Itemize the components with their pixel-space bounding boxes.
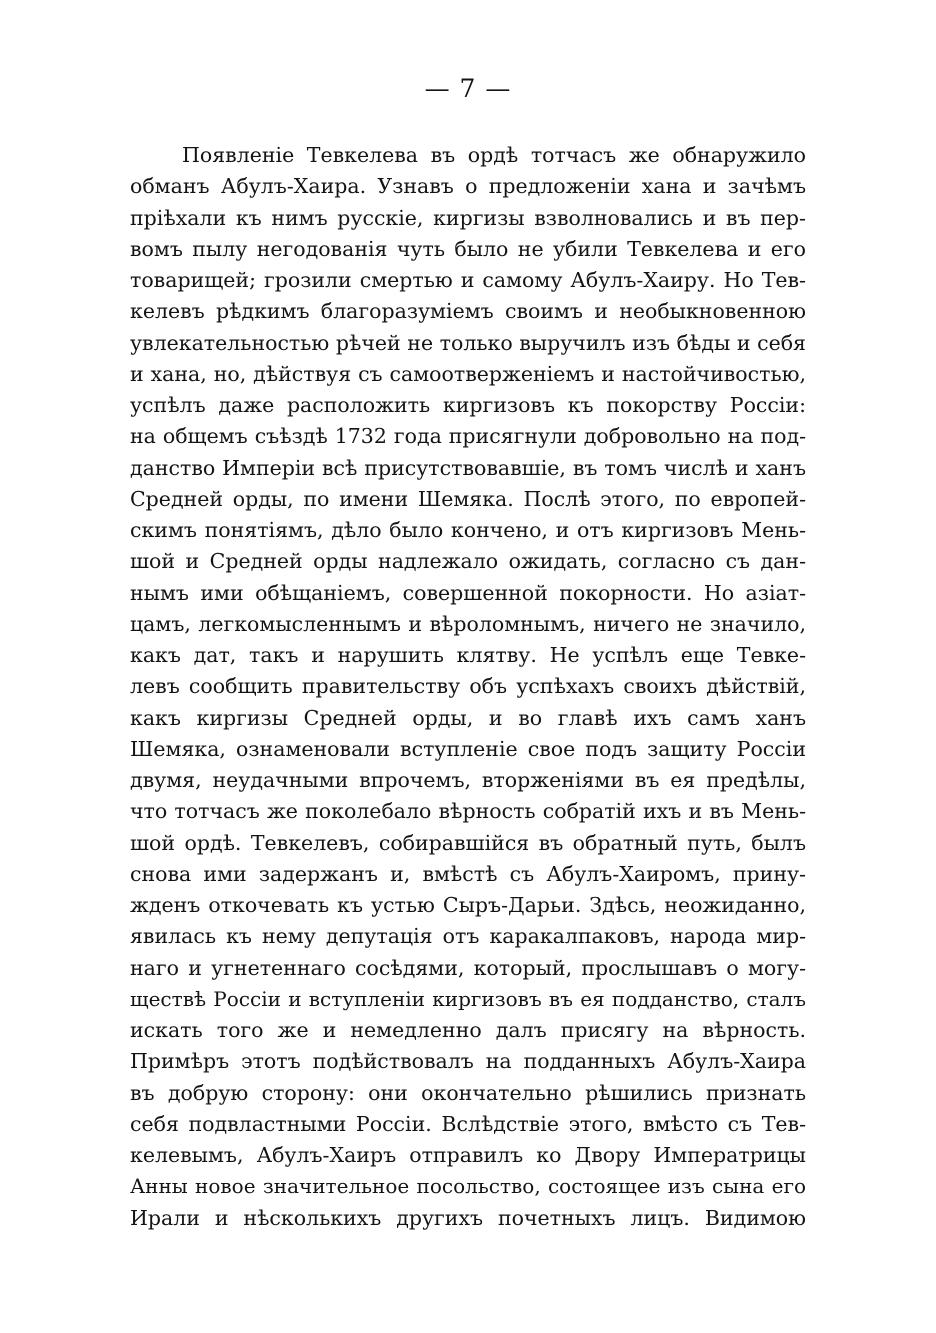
text-line: въ добрую сторону: они окончательно рѣшились признать — [130, 1080, 806, 1105]
text-line: Шемяка, ознаменовали вступленіе свое подъ защиту Россіи — [130, 736, 806, 761]
text-line: шой ордѣ. Тевкелевъ, собиравшійся въ обратный путь, былъ — [130, 830, 806, 855]
text-line: скимъ понятіямъ, дѣло было кончено, и отъ киргизовъ Мень- — [130, 518, 806, 542]
text-line: ществѣ Россіи и вступленіи киргизовъ въ ея подданство, сталъ — [130, 986, 806, 1011]
text-line: Примѣръ этотъ подѣйствовалъ на подданныхъ Абулъ-Хаира — [130, 1049, 806, 1074]
text-line: жденъ откочевать къ устью Сыръ-Дарьи. Здѣсь, неожиданно, — [130, 893, 806, 917]
text-line: наго и угнетеннаго сосѣдями, который, прослышавъ о могу- — [130, 955, 806, 980]
text-line: и хана, но, дѣйствуя съ самоотверженіемъ и настойчивостью, — [130, 361, 806, 386]
text-line: какъ дат, такъ и нарушить клятву. Не успѣлъ еще Тевке- — [130, 643, 806, 667]
text-line: явилась къ нему депутація отъ каракалпаковъ, народа мир- — [130, 924, 806, 949]
text-line: товарищей; грозили смертью и самому Абулъ-Хаиру. Но Тев- — [130, 268, 806, 292]
text-line: двумя, неудачными впрочемъ, вторженіями въ ея предѣлы, — [130, 768, 806, 792]
text-line: Анны новое значительное посольство, состоящее изъ сына его — [130, 1174, 806, 1199]
text-line: данство Имперіи всѣ присутствовавшіе, въ томъ числѣ и ханъ — [130, 455, 806, 480]
text-line: обманъ Абулъ-Хаира. Узнавъ о предложеніи хана и зачѣмъ — [130, 174, 806, 199]
text-line: нымъ ими обѣщаніемъ, совершенной покорности. Но азіат- — [130, 580, 806, 605]
text-line: келевымъ, Абулъ-Хаиръ отправилъ ко Двору Императрицы — [130, 1143, 806, 1167]
text-line: успѣлъ даже расположить киргизовъ къ покорству Россіи: — [130, 393, 806, 417]
text-line: Средней орды, по имени Шемяка. Послѣ этого, по европей- — [130, 486, 806, 511]
body-text — [130, 140, 806, 1234]
text-line: на общемъ съѣздѣ 1732 года присягнули добровольно на под- — [130, 424, 806, 449]
text-line: увлекательностью рѣчей не только выручилъ изъ бѣды и себя — [130, 330, 806, 355]
text-line: вомъ пылу негодованія чуть было не убили Тевкелева и его — [130, 236, 806, 261]
text-line: Ирали и нѣсколькихъ другихъ почетныхъ лицъ. Видимою — [130, 1205, 806, 1230]
text-line: левъ сообщить правительству объ успѣхахъ своихъ дѣйствій, — [130, 674, 806, 699]
text-line: Появленіе Тевкелева въ ордѣ тотчасъ же обнаружило — [182, 143, 806, 167]
text-line: келевъ рѣдкимъ благоразуміемъ своимъ и необыкновенною — [130, 299, 806, 324]
text-line: шой и Средней орды надлежало ожидать, согласно съ дан- — [130, 549, 806, 574]
text-line: искать того же и немедленно далъ присягу на вѣрность. — [130, 1018, 806, 1042]
page-number: — 7 — — [424, 74, 512, 103]
text-line: какъ киргизы Средней орды, и во главѣ ихъ самъ ханъ — [130, 705, 806, 730]
text-line: что тотчасъ же поколебало вѣрность собратій ихъ и въ Мень- — [130, 799, 806, 824]
text-line: цамъ, легкомысленнымъ и вѣроломнымъ, ничего не значило, — [130, 611, 806, 636]
text-line: себя подвластными Россіи. Вслѣдствіе этого, вмѣсто съ Тев- — [130, 1111, 806, 1136]
text-line: пріѣхали къ нимъ русскіе, киргизы взволновались и въ пер- — [130, 205, 806, 230]
text-line: снова ими задержанъ и, вмѣстѣ съ Абулъ-Хаиромъ, прину- — [130, 861, 806, 886]
